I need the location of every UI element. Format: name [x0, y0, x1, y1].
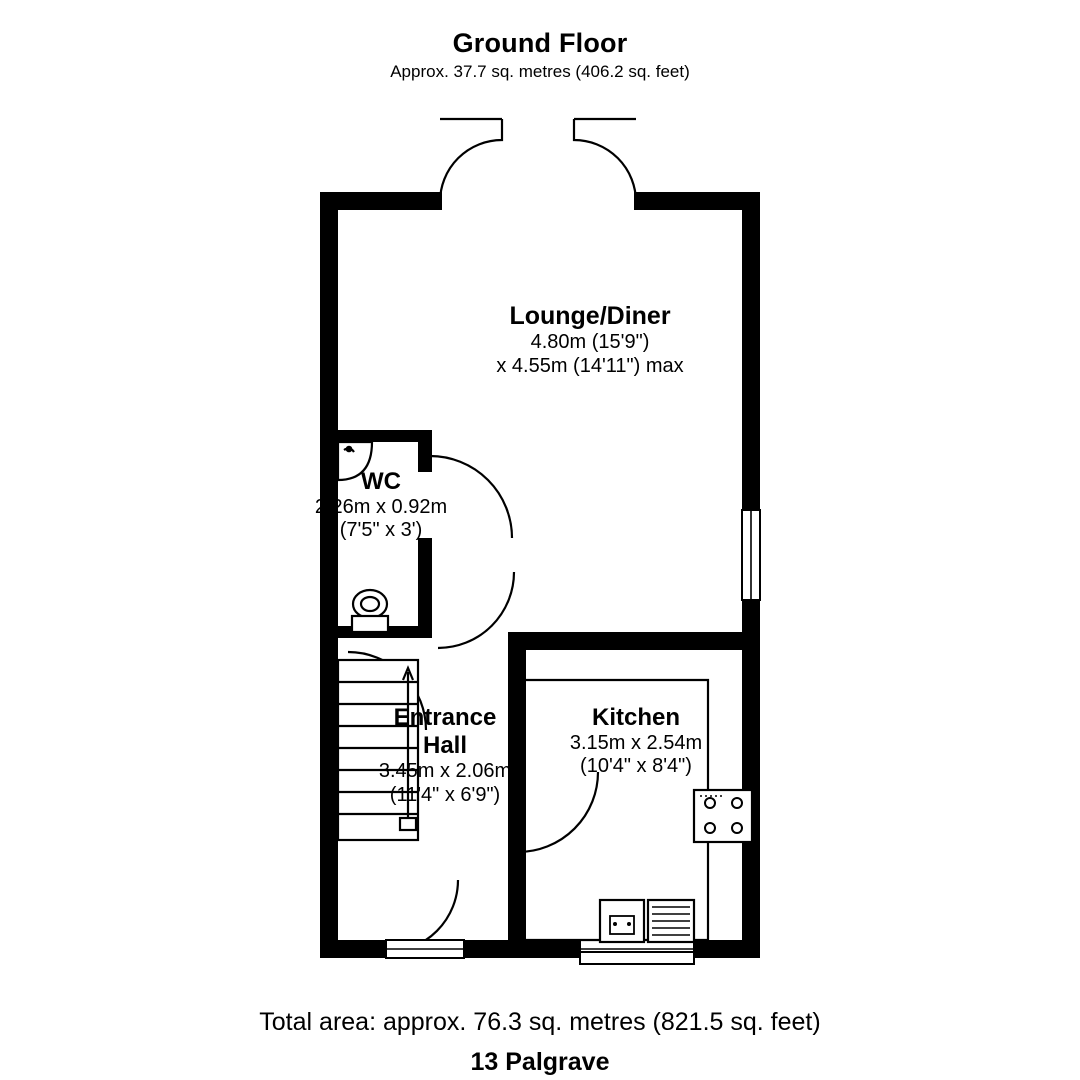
property-address: 13 Palgrave — [470, 1048, 610, 1076]
room-dim-kitchen-1: 3.15m x 2.54m — [569, 732, 703, 755]
room-name-lounge-diner: Lounge/Diner — [509, 302, 671, 330]
room-dim-kitchen-2: (10'4" x 8'4") — [580, 755, 692, 778]
room-dim-entrance-hall-1: 3.45m x 2.06m — [378, 760, 512, 783]
room-label-kitchen — [516, 704, 756, 779]
room-dim-lounge-diner-1: 4.80m (15'9") — [530, 331, 650, 354]
page-subtitle: Approx. 37.7 sq. metres (406.2 sq. feet) — [390, 62, 690, 81]
room-dim-wc-2: (7'5" x 3') — [339, 519, 423, 542]
room-label-lounge-diner — [420, 302, 760, 378]
total-area-text: Total area: approx. 76.3 sq. metres (821.5 sq. feet) — [259, 1008, 821, 1036]
room-name-entrance-hall-2: Hall — [422, 732, 467, 760]
room-name-wc: WC — [361, 468, 401, 495]
room-name-entrance-hall: Entrance — [393, 704, 497, 731]
room-dim-lounge-diner-2: x 4.55m (14'11") max — [496, 354, 684, 377]
front-door — [386, 940, 464, 958]
room-name-kitchen: Kitchen — [591, 704, 680, 731]
room-dim-wc-1: 2.26m x 0.92m — [314, 496, 448, 519]
page-title: Ground Floor — [452, 28, 628, 58]
room-dim-entrance-hall-2: (11'4" x 6'9") — [389, 783, 501, 806]
room-label-wc — [250, 468, 512, 543]
